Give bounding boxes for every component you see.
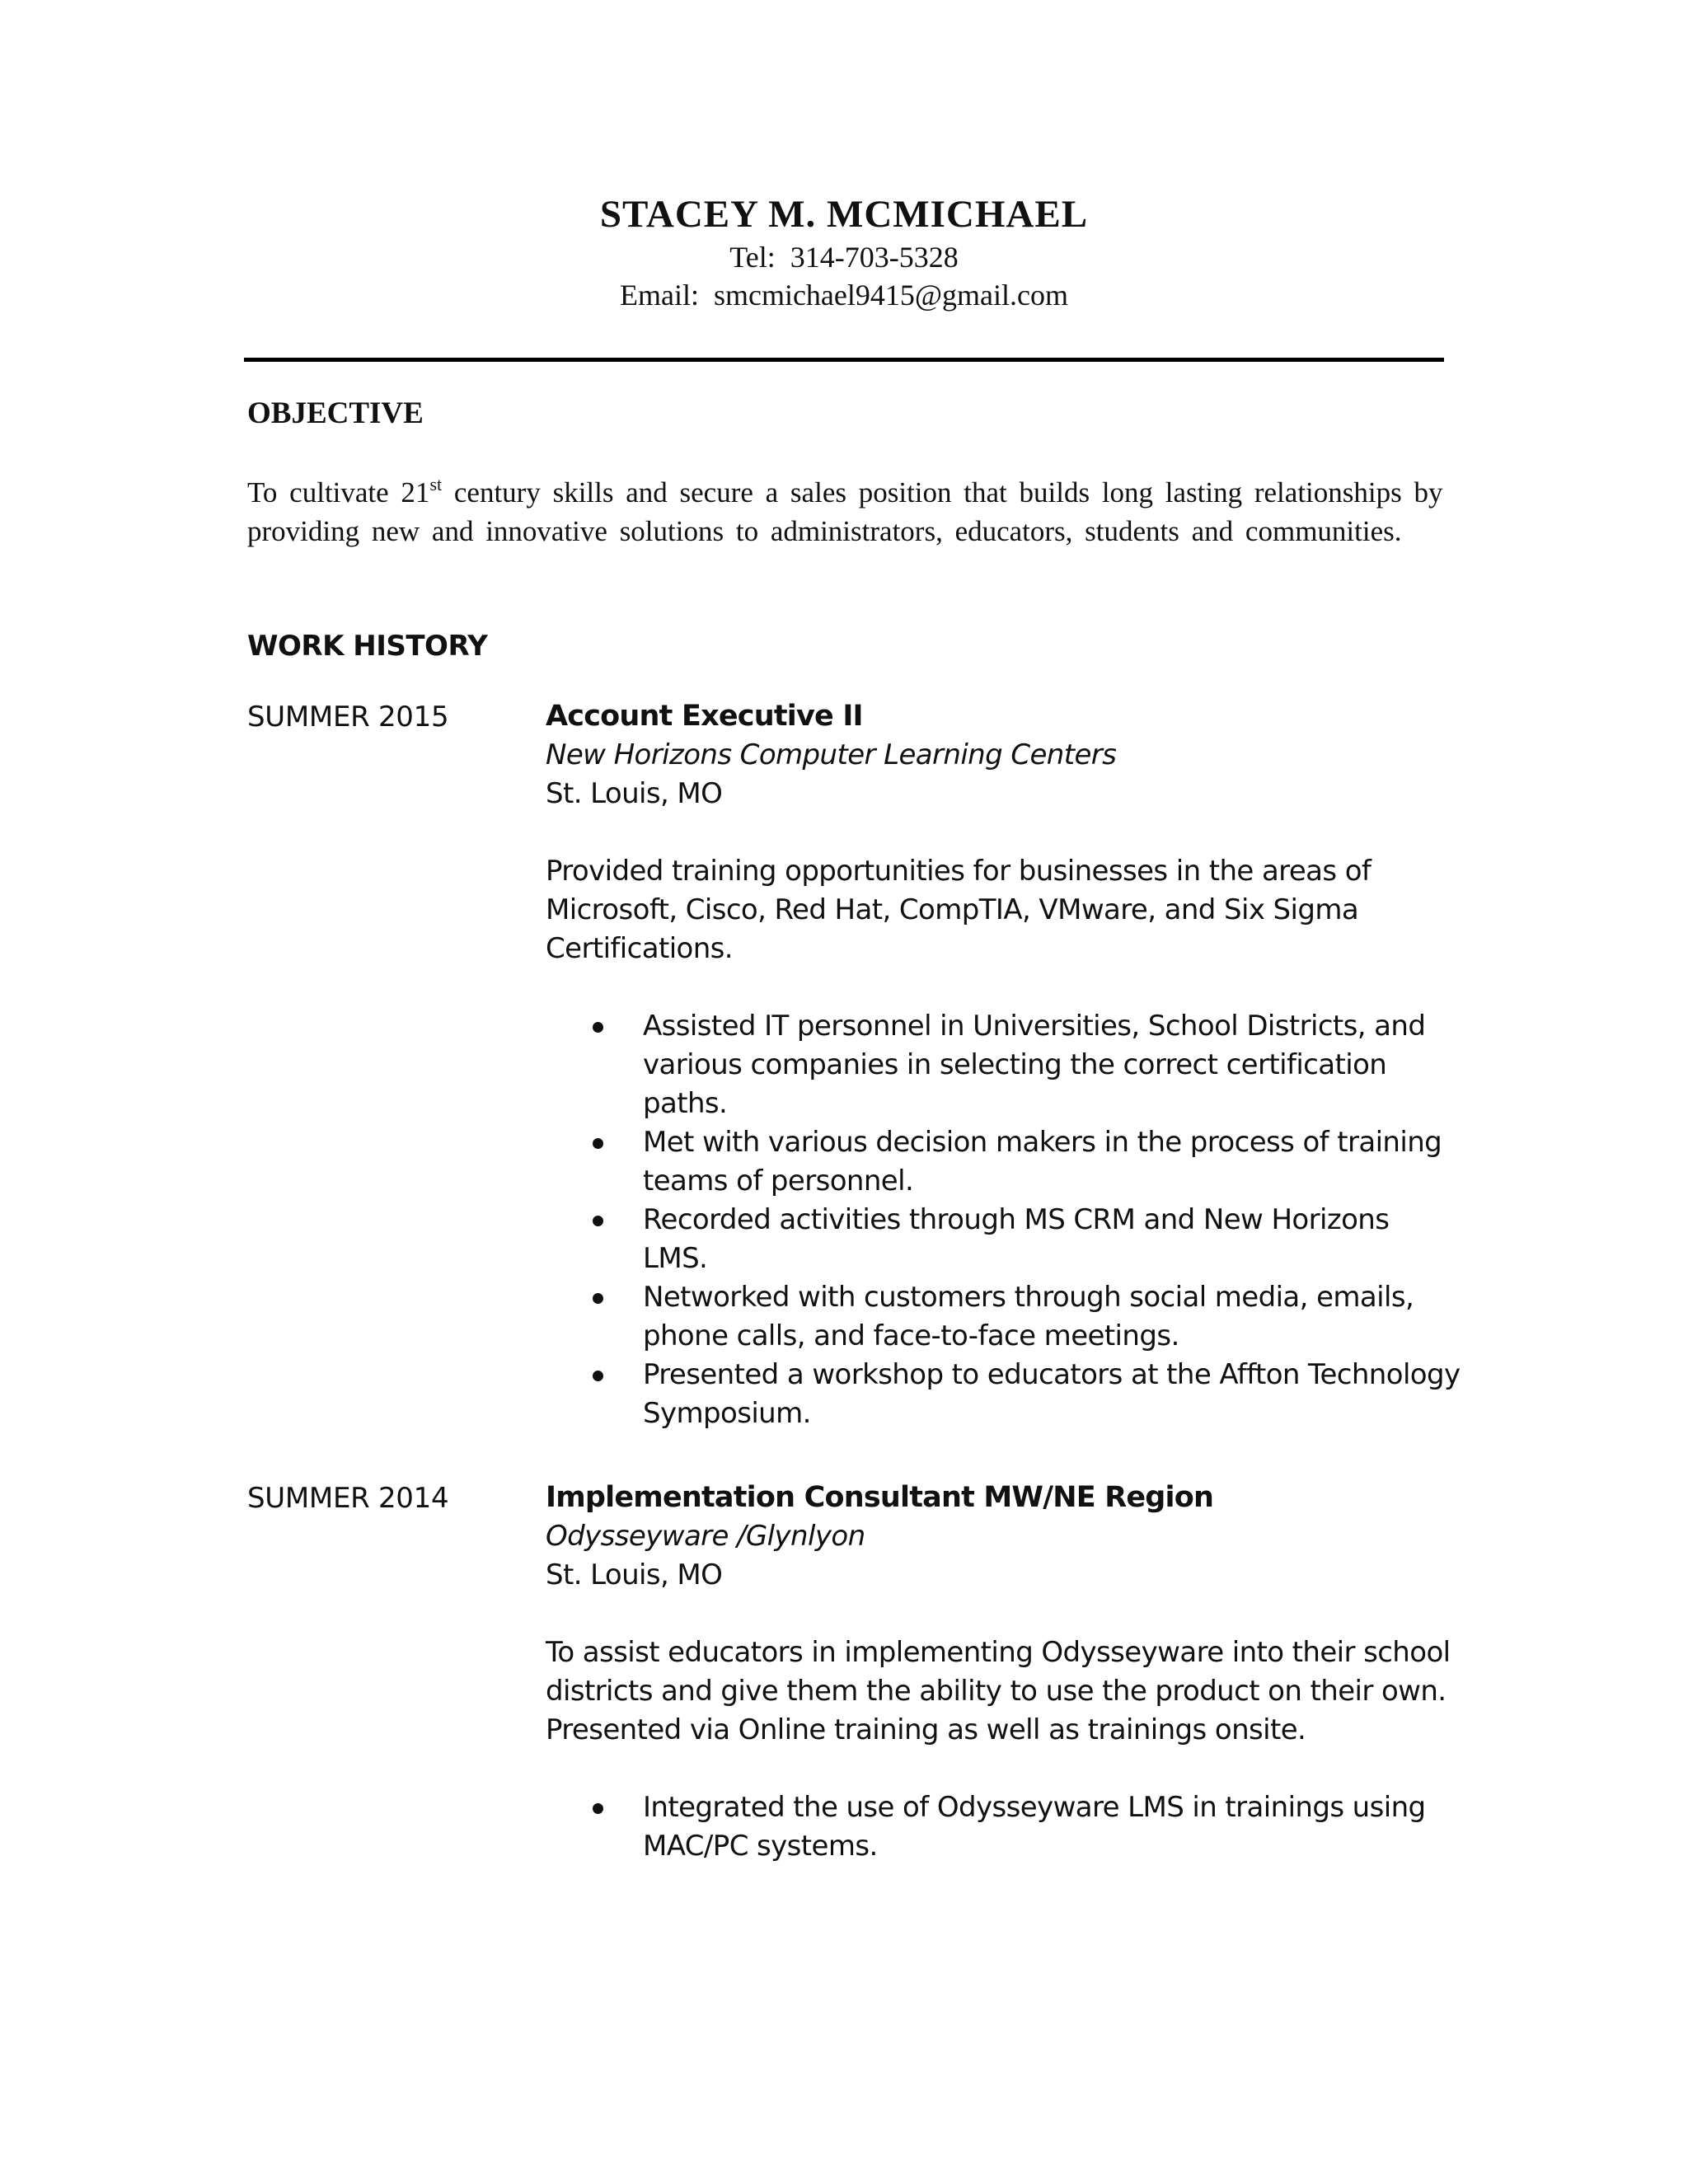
phone-line xyxy=(0,239,1688,275)
job-entry xyxy=(546,697,1461,1433)
job-company: New Horizons Computer Learning Centers xyxy=(546,738,1117,771)
job-description: Provided training opportunities for businesses in the areas of Microsoft, Cisco, Red Hat, CompTIA, VMware, and Six Sigma Certifications. xyxy=(546,855,1372,965)
bullet-text: Assisted IT personnel in Universities, School Districts, and various companies in selecting the correct certification paths. xyxy=(643,1010,1426,1120)
objective-text-start: To cultivate 21 xyxy=(247,476,430,509)
objective-text xyxy=(247,473,1451,551)
bullet-text: Recorded activities through MS CRM and New Horizons LMS. xyxy=(643,1203,1390,1275)
bullet-icon xyxy=(593,1022,603,1033)
bullet-icon xyxy=(593,1216,603,1226)
email-line xyxy=(0,277,1688,313)
job-date: SUMMER 2015 xyxy=(247,701,449,733)
resume-name: STACEY M. MCMICHAEL xyxy=(599,193,1089,236)
job-date: SUMMER 2014 xyxy=(247,1482,449,1515)
objective-text-rest: century skills and secure a sales position that builds long lasting relationships by providing new and innovative solutions to administrators, educators, students and communities. xyxy=(247,476,1443,547)
list-item xyxy=(546,1278,1461,1356)
bullet-text: Integrated the use of Odysseyware LMS in trainings using MAC/PC systems. xyxy=(643,1791,1426,1863)
bullet-text: Presented a workshop to educators at the Affton Technology Symposium. xyxy=(643,1358,1461,1430)
job-title: Implementation Consultant MW/NE Region xyxy=(546,1481,1214,1514)
job-bullet-list xyxy=(546,1788,1461,1866)
list-item xyxy=(546,1201,1461,1278)
bullet-icon xyxy=(593,1371,603,1381)
header-divider xyxy=(244,358,1444,362)
job-company: Odysseyware /Glynlyon xyxy=(546,1520,865,1553)
list-item xyxy=(546,1007,1461,1123)
job-title: Account Executive II xyxy=(546,700,863,733)
list-item xyxy=(546,1788,1461,1866)
job-description: To assist educators in implementing Odysseyware into their school districts and give them the ability to use the product on their own. Presented via Online training as well as trainings onsite. xyxy=(546,1636,1451,1746)
bullet-text: Networked with customers through social media, emails, phone calls, and face-to-face meetings. xyxy=(643,1281,1414,1352)
objective-heading: OBJECTIVE xyxy=(247,396,424,430)
bullet-icon xyxy=(593,1803,603,1814)
phone-number: 314-703-5328 xyxy=(790,241,959,274)
job-bullet-list xyxy=(546,1007,1461,1433)
list-item xyxy=(546,1356,1461,1433)
job-entry xyxy=(546,1479,1461,1866)
job-location: St. Louis, MO xyxy=(546,777,723,810)
email-address: smcmichael9415@gmail.com xyxy=(713,279,1069,312)
list-item xyxy=(546,1123,1461,1201)
objective-superscript: st xyxy=(429,474,443,494)
email-label: Email: xyxy=(619,279,699,312)
work-history-heading: WORK HISTORY xyxy=(247,630,488,663)
job-location: St. Louis, MO xyxy=(546,1558,723,1591)
bullet-text: Met with various decision makers in the process of training teams of personnel. xyxy=(643,1126,1442,1197)
phone-label: Tel: xyxy=(729,241,776,274)
bullet-icon xyxy=(593,1138,603,1149)
bullet-icon xyxy=(593,1293,603,1304)
